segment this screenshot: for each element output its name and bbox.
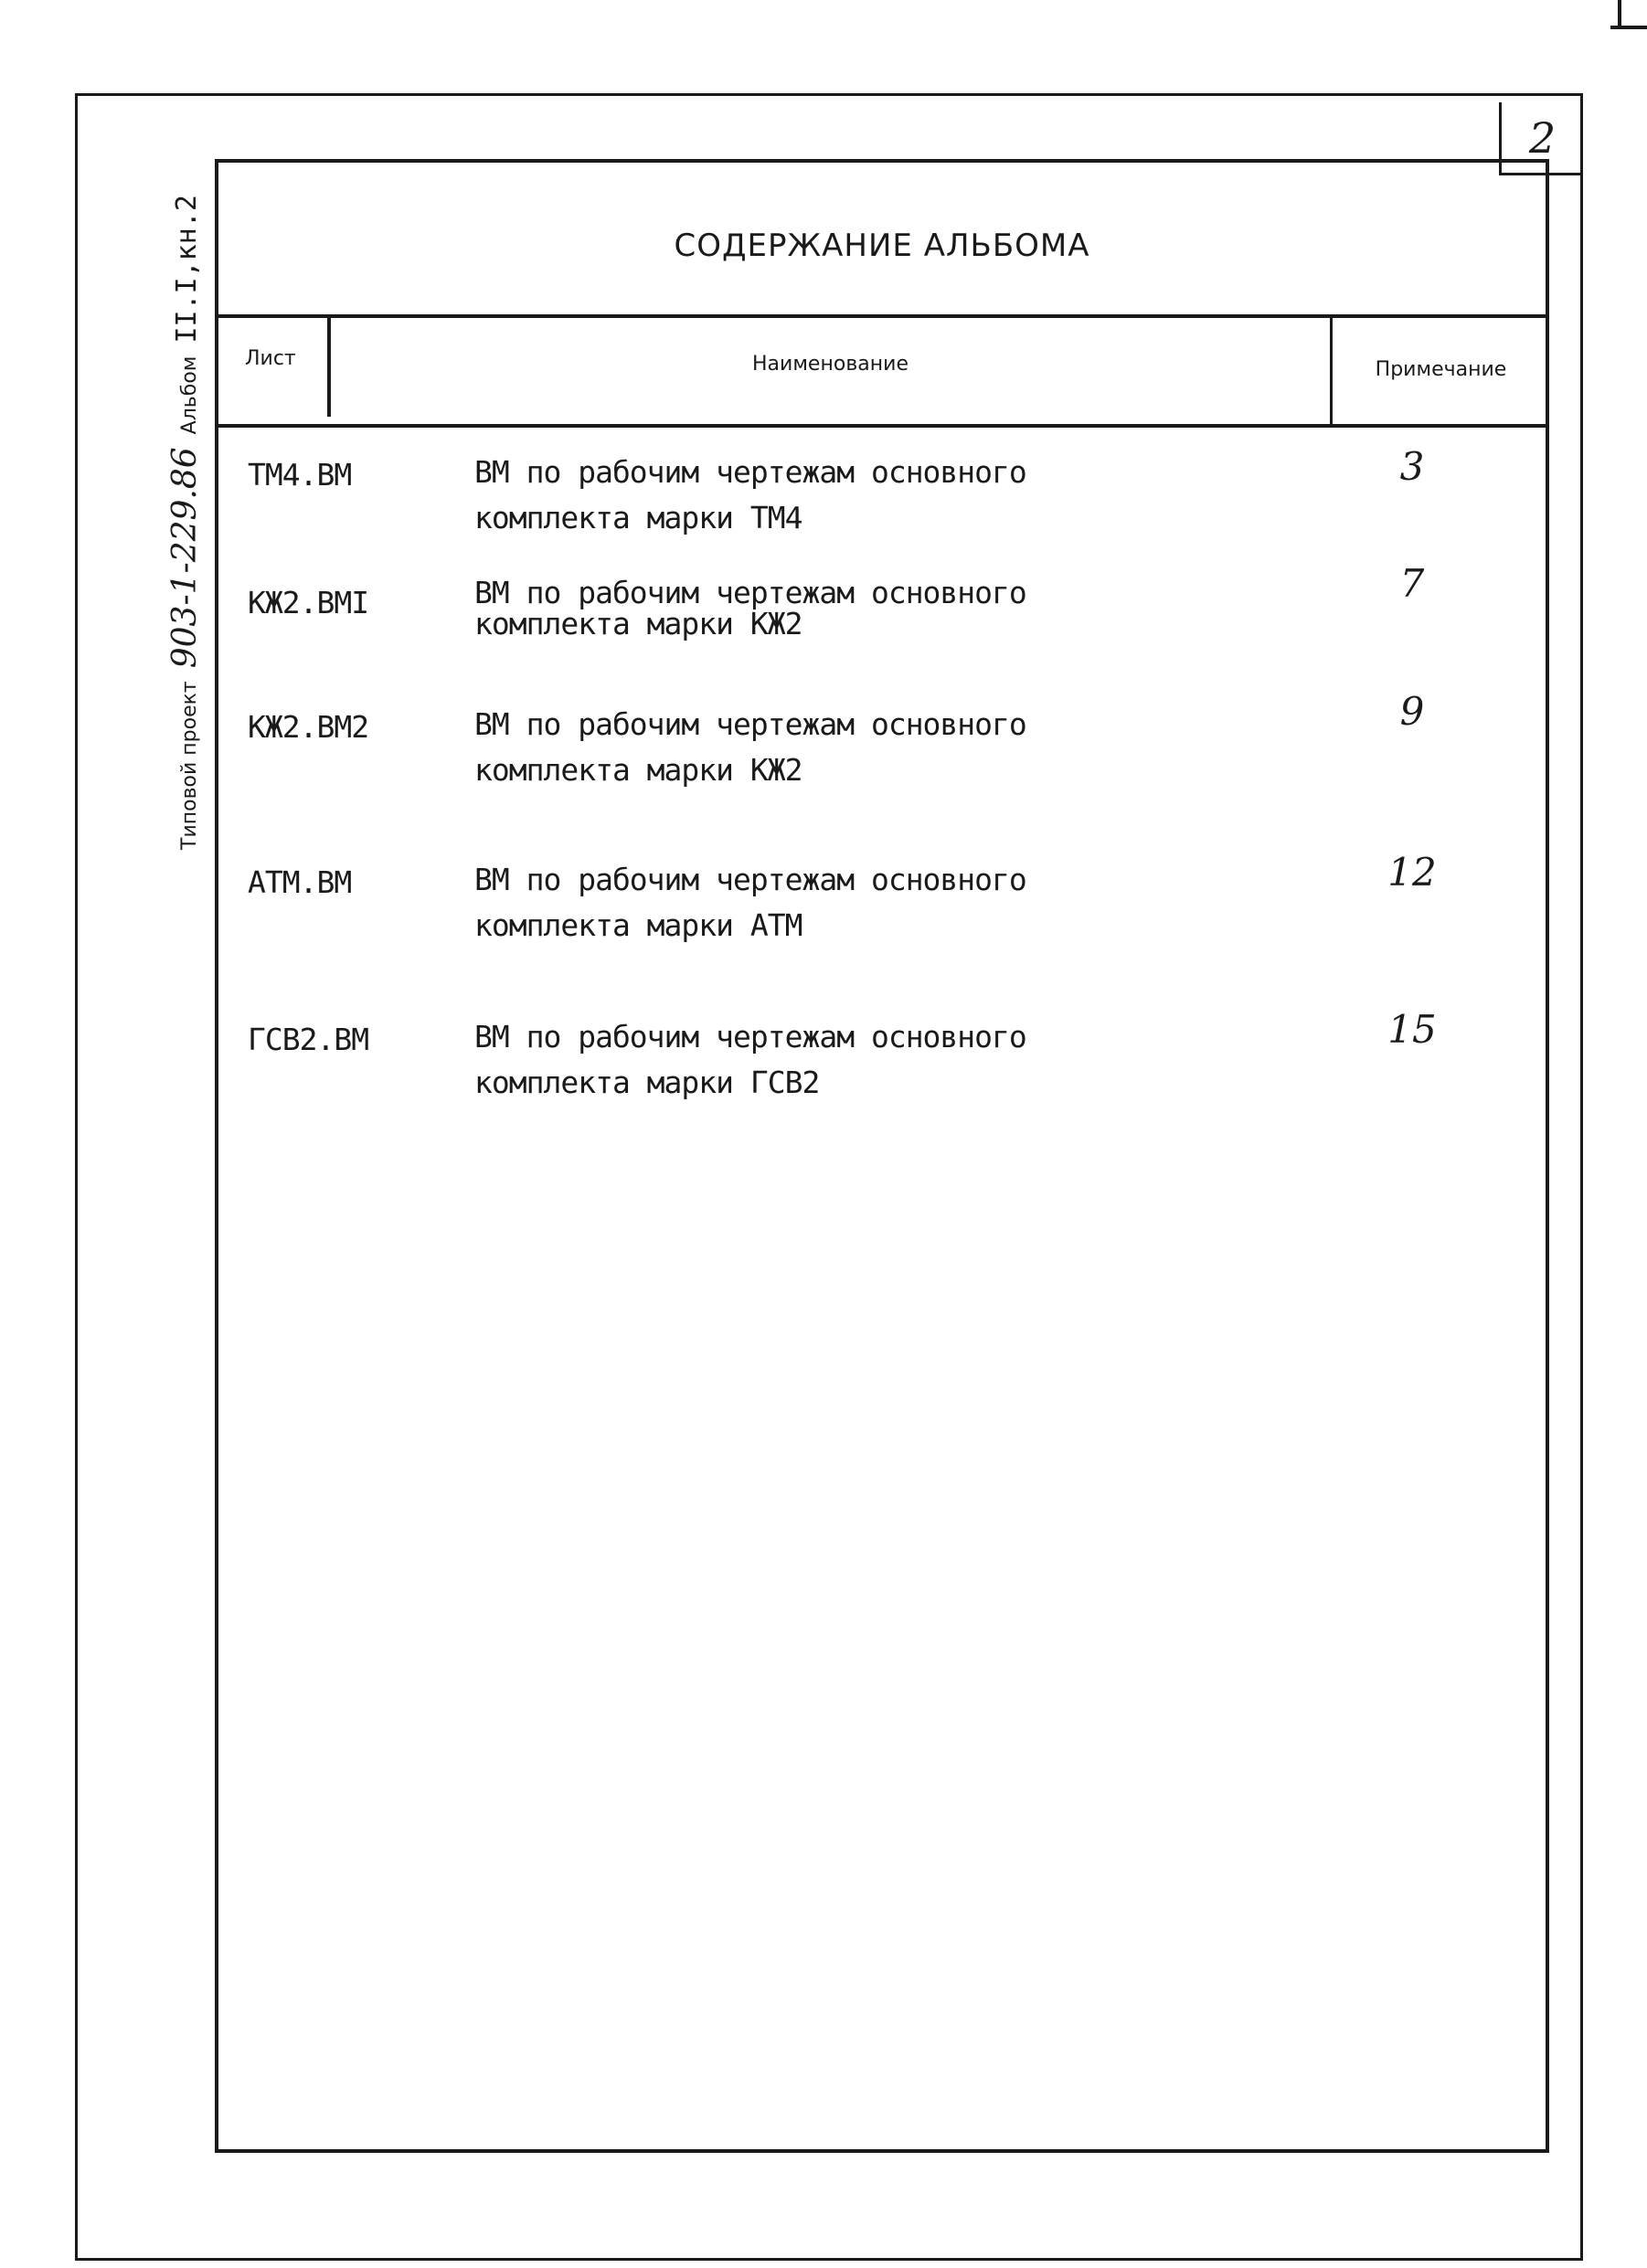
row-sheet: КЖ2.ВМI <box>248 585 369 620</box>
row-name-line2: комплекта марки КЖ2 <box>474 752 802 788</box>
page-number: 2 <box>1499 102 1583 175</box>
row-note: 15 <box>1387 1007 1437 1052</box>
row-note: 9 <box>1399 689 1425 734</box>
row-note: 7 <box>1399 561 1425 606</box>
row-sheet: ТМ4.ВМ <box>248 457 352 493</box>
row-name-line1: ВМ по рабочим чертежам основного <box>474 706 1026 742</box>
row-name <box>474 1014 1297 1106</box>
row-sheet: АТМ.ВМ <box>248 864 352 900</box>
row-name-line1: ВМ по рабочим чертежам основного <box>474 862 1026 897</box>
row-sheet: ГСВ2.ВМ <box>248 1022 369 1057</box>
row-name-line2: комплекта марки ТМ4 <box>474 500 802 535</box>
row-name-line2: комплекта марки АТМ <box>474 907 802 943</box>
row-sheet: КЖ2.ВМ2 <box>248 709 369 745</box>
row-name-line1: ВМ по рабочим чертежам основного <box>474 454 1026 490</box>
side-stamp-album-code: II.I,кн.2 <box>171 195 203 344</box>
row-name-line1: ВМ по рабочим чертежам основного <box>474 1019 1026 1055</box>
row-note: 3 <box>1399 444 1425 489</box>
header-name: Наименование <box>752 353 909 376</box>
row-name <box>474 450 1297 541</box>
side-stamp-album-label: Альбом <box>178 355 201 435</box>
side-stamp-project-label: Типовой проект <box>178 681 201 850</box>
edge-mark-right <box>1610 26 1647 29</box>
row-name <box>474 702 1297 793</box>
row-name-line2: комплекта марки ГСВ2 <box>474 1065 820 1100</box>
document-title: СОДЕРЖАНИЕ АЛЬБОМА <box>674 228 1090 264</box>
side-stamp-project-code: 903-1-229.86 <box>166 447 204 669</box>
side-stamp <box>166 195 204 850</box>
header-note: Примечание <box>1375 358 1507 381</box>
row-note: 12 <box>1387 850 1437 895</box>
row-name <box>474 857 1297 949</box>
edge-mark-right-vertical <box>1618 0 1621 27</box>
row-name-line2: комплекта марки КЖ2 <box>474 606 802 641</box>
header-sheet: Лист <box>245 347 296 370</box>
row-name <box>474 575 1297 641</box>
row-name-line1: ВМ по рабочим чертежам основного <box>474 575 1026 610</box>
